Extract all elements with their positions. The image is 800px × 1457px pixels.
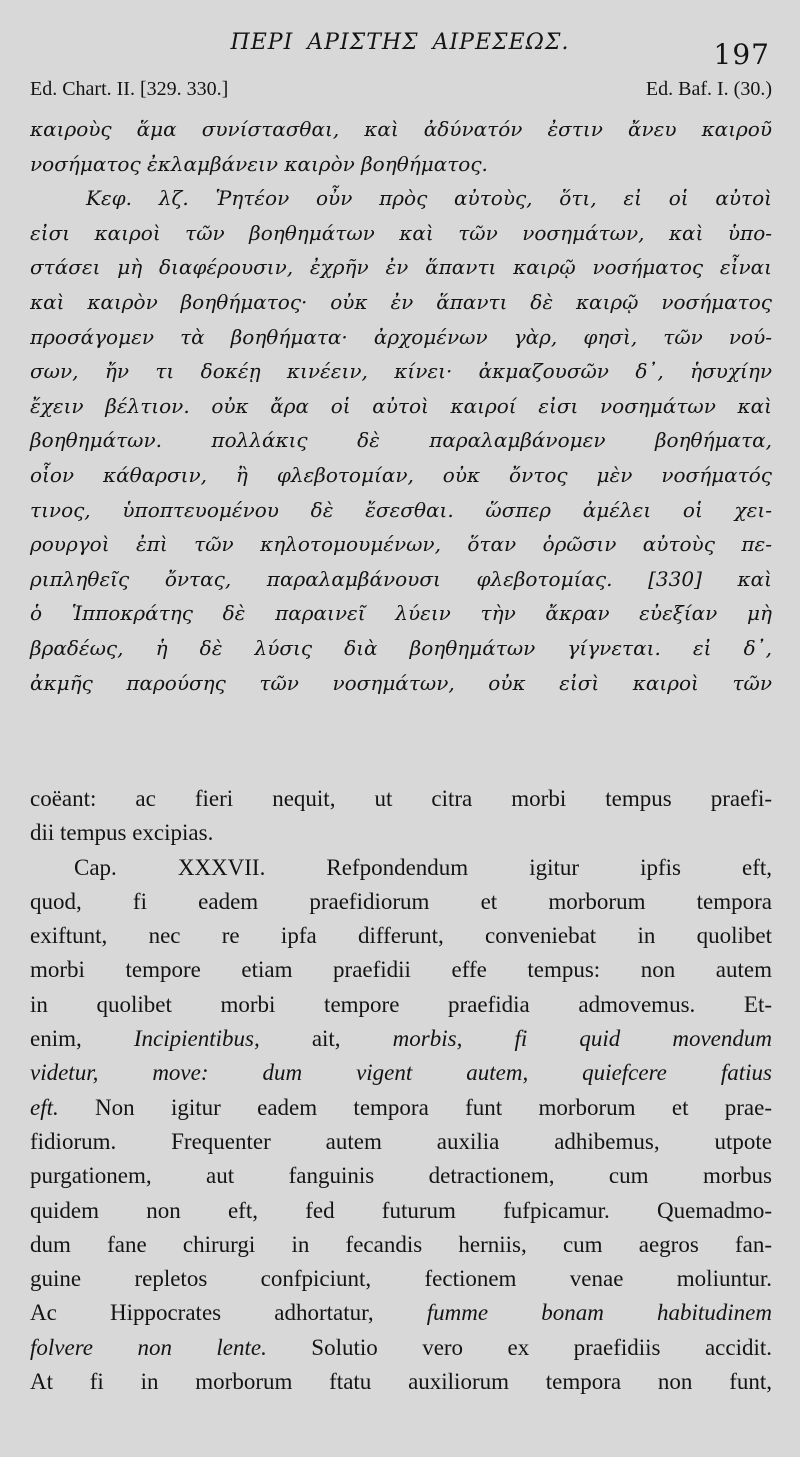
latin-text-block [30, 782, 772, 1399]
quote-italic: folvere non lente. [30, 1334, 267, 1360]
latin-line-quote [30, 1331, 772, 1365]
greek-line: ἔχειν βέλτιον. οὐκ ἄρα οἱ αὐτοὶ καιροί εἰσι νοσημάτων καὶ [30, 393, 772, 418]
latin-line: exiftunt, nec re ipfa differunt, conveniebat in quolibet [30, 923, 772, 949]
latin-line: At fi in morborum ftatu auxiliorum tempora non funt, [30, 1369, 772, 1395]
greek-line: προσάγομεν τὰ βοηθήματα· ἀρχομένων γὰρ, φησὶ, τῶν νού- [30, 324, 772, 349]
quote-italic: eft. [30, 1094, 59, 1120]
latin-line: in quolibet morbi tempore praefidia admovemus. Et- [30, 991, 772, 1017]
page-header [28, 30, 772, 70]
quote-italic: morbis, fi quid movendum [392, 1026, 772, 1052]
latin-line: guine repletos confpiciunt, fectionem venae moliuntur. [30, 1266, 772, 1292]
latin-line: quidem non eft, fed futurum fufpicamur. Quemadmo- [30, 1197, 772, 1223]
latin-line-quote [30, 1296, 772, 1330]
quote-italic: fumme bonam habitudinem [426, 1300, 772, 1326]
latin-line: purgationem, aut fanguinis detractionem, cum morbus [30, 1163, 772, 1189]
greek-line: καὶ καιρὸν βοηθήματος· οὐκ ἐν ἅπαντι δὲ καιρῷ νοσήματος [30, 289, 772, 314]
latin-line: dii tempus excipias. [30, 820, 214, 846]
latin-line-quote [30, 1022, 772, 1056]
greek-line: καιροὺς ἅμα συνίστασθαι, καὶ ἀδύνατόν ἐστιν ἄνευ καιροῦ [30, 117, 772, 141]
latin-line-quote [30, 1056, 772, 1090]
quote-italic: videtur, move: dum vigent autem, quiefcere fatius [30, 1060, 772, 1086]
latin-text: ait, [259, 1026, 393, 1052]
greek-line: ὁ Ἱπποκράτης δὲ παραινεῖ λύειν τὴν ἄκραν εὐεξίαν μὴ [30, 601, 772, 626]
latin-text: Non igitur eadem tempora funt morborum et prae- [58, 1094, 772, 1120]
latin-line: morbi tempore etiam praefidii effe tempus: non autem [30, 957, 772, 983]
latin-line: fidiorum. Frequenter autem auxilia adhibemus, utpote [30, 1128, 772, 1154]
latin-text: enim, [30, 1026, 134, 1052]
greek-line: βραδέως, ἡ δὲ λύσις διὰ βοηθημάτων γίγνεται. εἰ δ᾽, [30, 635, 772, 660]
greek-chapter-start: Κεφ. λζ. Ῥητέον οὖν πρὸς αὐτοὺς, ὅτι, εἰ οἱ αὐτοὶ [86, 186, 772, 211]
greek-line: εἰσι καιροὶ τῶν βοηθημάτων καὶ τῶν νοσημάτων, καὶ ὑπο- [30, 220, 772, 245]
edition-basel-ref: Ed. Baf. I. (30.) [645, 78, 772, 100]
greek-line: τινος, ὑποπτευομένου δὲ ἔσεσθαι. ὥσπερ ἀμέλει οἱ χει- [30, 497, 772, 522]
edition-chartier-ref: Ed. Chart. II. [329. 330.] [30, 78, 229, 100]
latin-line: coëant: ac fieri nequit, ut citra morbi tempus praefi- [30, 786, 772, 811]
latin-chapter-start: Cap. XXXVII. Refpondendum igitur ipfis eft, [74, 854, 772, 880]
latin-line: quod, fi eadem praefidiorum et morborum tempora [30, 888, 772, 914]
latin-text: Ac Hippocrates adhortatur, [30, 1300, 427, 1326]
latin-line-quote [30, 1091, 772, 1125]
greek-line: βοηθημάτων. πολλάκις δὲ παραλαμβάνομεν βοηθήματα, [30, 428, 772, 453]
page-number: 197 [713, 38, 770, 71]
greek-text-block [30, 112, 772, 700]
quote-italic: Incipientibus, [133, 1026, 260, 1052]
greek-line: ριπληθεῖς ὄντας, παραλαμβάνουσι φλεβοτομίας. [330] καὶ [30, 566, 772, 591]
greek-line: νοσήματος ἐκλαμβάνειν καιρὸν βοηθήματος. [30, 151, 488, 176]
greek-line: στάσει μὴ διαφέρουσιν, ἐχρῆν ἐν ἅπαντι καιρῷ νοσήματος εἶναι [30, 255, 772, 280]
running-title: ΠΕΡΙ ΑΡΙΣΤΗΣ ΑΙΡΕΣΕΩΣ. [230, 30, 570, 55]
latin-text: Solutio vero ex praefidiis accidit. [266, 1334, 772, 1360]
greek-line: οἷον κάθαρσιν, ἢ φλεβοτομίαν, οὐκ ὄντος μὲν νοσήματός [30, 462, 772, 487]
latin-line: dum fane chirurgi in fecandis herniis, cum aegros fan- [30, 1231, 772, 1257]
greek-line: ρουργοὶ ἐπὶ τῶν κηλοτομουμένων, ὅταν ὁρῶσιν αὐτοὺς πε- [30, 532, 772, 557]
greek-line: σων, ἤν τι δοκέῃ κινέειν, κίνει· ἀκμαζουσῶν δ᾽, ἡσυχίην [30, 359, 772, 384]
greek-line: ἀκμῆς παρούσης τῶν νοσημάτων, οὐκ εἰσὶ καιροὶ τῶν [30, 670, 772, 695]
edition-reference-line [30, 78, 772, 101]
